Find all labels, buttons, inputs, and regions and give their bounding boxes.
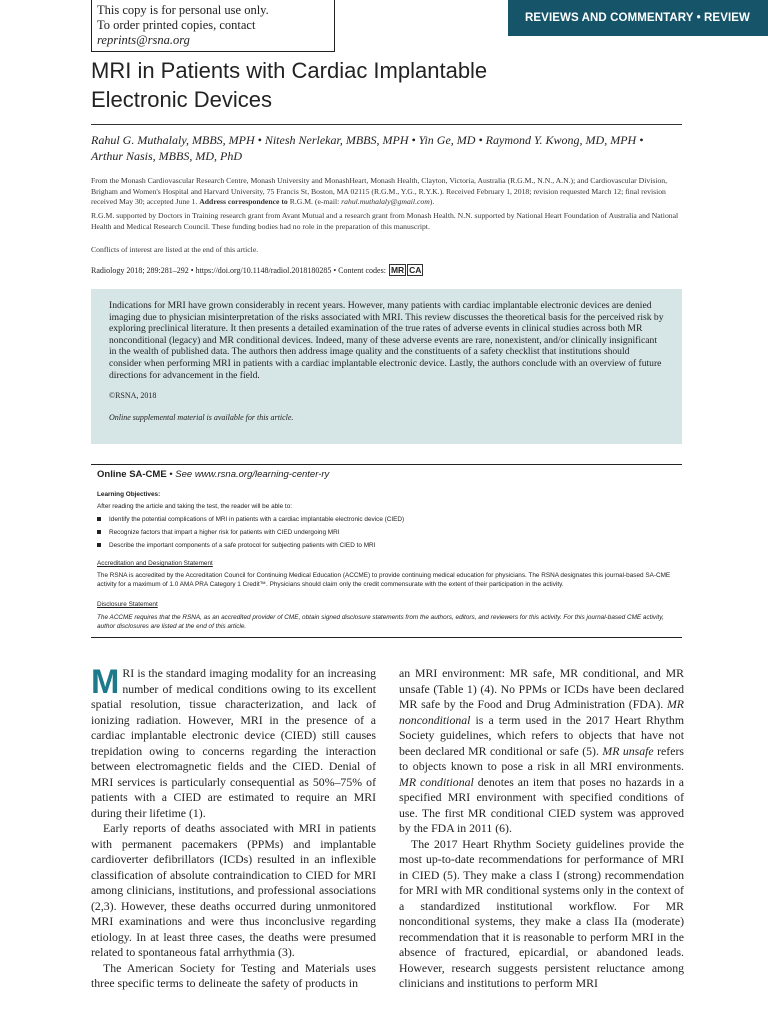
accreditation-label [97, 559, 675, 568]
accreditation-text: The RSNA is accredited by the Accreditation Council for Continuing Medical Education (ACCME) to provide continuing medical education for physicians. The RSNA designates this journal-based SA-CME activity for a maximum of 1.0 AMA PRA Category 1 Credit™. Physicians should claim only the credit commensurate with the extent of their participation in the activity. [97, 572, 671, 588]
objective-text: Recognize factors that impart a higher risk for patients with CIED undergoing MRI [109, 529, 340, 536]
correspondence-label: Address correspondence to [199, 197, 288, 206]
objectives-label-text: Learning Objectives: [97, 491, 161, 498]
body-paragraph-1 [91, 663, 376, 821]
body-column-left [91, 663, 376, 992]
citation-line [91, 264, 686, 277]
body-paragraph-5: The 2017 Heart Rhythm Society guidelines provide the most up-to-date recommendations for performance of MRI in CIED (5). They make a class I (strong) recommendation for MRI with MR conditional systems only in the context of a standardized institutional workflow. For MR nonconditional systems, they make a class IIa (moderate) recommendation that it is reasonable to perform MRI in the absence of fractured, epicardial, or abandoned leads. However, research suggests persistent reluctance among clinicians and institutions to perform MRI [399, 836, 684, 990]
author-list [91, 132, 686, 164]
disclosure-label [97, 600, 675, 609]
objective-text: Identify the potential complications of MRI in patients with a cardiac implantable electronic device (CIED) [109, 516, 405, 523]
conflicts-note: Conflicts of interest are listed at the end of this article. [91, 245, 259, 254]
accreditation-label-text: Accreditation and Designation Statement [97, 560, 213, 567]
cme-heading-link[interactable]: • See www.rsna.org/learning-center-ry [166, 469, 330, 480]
objective-item [97, 541, 667, 550]
drop-cap: M [91, 663, 120, 701]
title-divider [91, 124, 682, 125]
article-title-line-1: MRI in Patients with Cardiac Implantable [91, 58, 488, 83]
objective-item [97, 515, 667, 524]
bullet-square-icon [97, 543, 101, 547]
body-paragraph-4-text-c: refers to objects known to pose a risk in all MRI environments. [399, 743, 684, 773]
personal-use-notice [91, 0, 335, 52]
bullet-square-icon [97, 530, 101, 534]
term-mr-nonconditional: MR nonconditional [399, 697, 684, 727]
section-header-bar [508, 0, 768, 36]
article-title-line-2: Electronic Devices [91, 87, 272, 112]
objective-item [97, 528, 667, 537]
body-paragraph-4-text-b: is a term used in the 2017 Heart Rhythm Society guidelines, which refers to objects that have not been declared MR conditional or safe (5). [399, 712, 684, 758]
term-mr-conditional: MR conditional [399, 774, 474, 789]
abstract-box [91, 289, 682, 444]
cme-heading [97, 469, 329, 480]
content-code-mr: MR [390, 265, 405, 275]
order-copies-line [97, 18, 329, 48]
body-paragraph-4-text-a: an MRI environment: MR safe, MR conditional, and MR unsafe (Table 1) (4). No PPMs or ICDs have been declared MR safe by the Food and Drug Administration (FDA). [399, 666, 684, 711]
supplemental-note: Online supplemental material is available for this article. [109, 413, 294, 423]
funding-text: R.G.M. supported by Doctors in Training research grant from Avant Mutual and a research grant from Monash Health. N.N. supported by National Heart Foundation of Australia and National Health and Medical Research Council. These funding bodies had no role in the preparation of this manuscript. [91, 211, 679, 231]
author-line-1: Rahul G. Muthalaly, MBBS, MPH • Nitesh Nerlekar, MBBS, MPH • Yin Ge, MD • Raymond Y. Kwong, MD, MPH • [91, 133, 644, 147]
objectives-intro: After reading the article and taking the test, the reader will be able to: [97, 503, 293, 510]
correspondence-email[interactable]: rahul.muthalaly@gmail.com [341, 197, 430, 206]
correspondence-text: R.G.M. (e-mail: [287, 197, 342, 206]
abstract-text: Indications for MRI have grown considerably in recent years. However, many patients with cardiac implantable electronic devices are denied imaging due to physician misinterpretation of the risks associated with MRI. This review discusses the theoretical basis for the perceived risk by exploring preclinical literature. It then presents a detailed examination of the true rates of adverse events in clinical studies across both MR nonconditional (legacy) and MR conditional devices. Indeed, many of these adverse events are rare, nonexistent, and/or clinically insignificant in the wealth of published data. The authors then address image quality and the constituents of a safety checklist that institutions should consider when performing MRI in patients with a cardiac implantable electronic device. Lastly, the authors conclude with an overview of future directions for advancement in the field. [109, 300, 664, 381]
body-paragraph-1-text: RI is the standard imaging modality for an increasing number of medical conditions owing to its excellent spatial resolution, tissue characterization, and lack of ionizing radiation. However, MRI in the presence of a cardiac implantable electronic device (CIED) still causes trepidation owing to concerns regarding the interaction between electromagnetic fields and the CIED. Denial of MRI services is particularly consequential as 50%–75% of patients with a CIED are estimated to require an MRI during their lifetime (1). [91, 666, 376, 820]
body-paragraph-2: Early reports of deaths associated with MRI in patients with permanent pacemakers (PPMs) and implantable cardioverter defibrillators (ICDs) resulted in an inflexible classification of absolute contraindication to CIED for MRI among clinicians, institutions, and professional associations (2,3). However, these deaths occurred during unmonitored MRI examinations and were thus inconclusive regarding etiology. In at least three cases, the deaths were presumed related to spontaneous fatal arrhythmia (3). [91, 821, 376, 959]
disclosure-text: The ACCME requires that the RSNA, as an accredited provider of CME, obtain signed disclosure statements from the authors, editors, and reviewers for this activity. For this journal-based CME activity, author disclosures are listed at the end of this article. [97, 614, 664, 630]
body-paragraph-4-text-d: denotes an item that poses no hazards in a specified MRI environment with specified conditions of use. The first MR conditional CIED system was approved by the FDA in 2011 (6). [399, 774, 684, 835]
author-line-2: Arthur Nasis, MBBS, MD, PhD [91, 149, 242, 163]
objective-text: Describe the important components of a safe protocol for subjecting patients with CIED to MRI [109, 542, 376, 549]
affiliation-body: From the Monash Cardiovascular Research Centre, Monash University and MonashHeart, Monash Health, Clayton, Victoria, Australia (R.G.M., N.N., A.N.); and Cardiovascular Division, Brigham and Women's Hospital and Harvard University, 75 Francis St, Boston, MA 02115 (R.G.M., Y.G., R.Y.K.). Received February 1, 2018; revision requested March 12; final revision received May 30; accepted June 1. [91, 176, 668, 206]
term-mr-unsafe: MR unsafe [602, 743, 654, 758]
objectives-label [97, 490, 675, 499]
body-paragraph-3: The American Society for Testing and Materials uses three specific terms to delineate the safety of products in [91, 960, 376, 990]
bullet-square-icon [97, 517, 101, 521]
citation-text: Radiology 2018; 289:281–292 • https://doi.org/10.1148/radiol.2018180285 • Content codes: [91, 266, 386, 275]
affiliation-text [91, 176, 686, 208]
correspondence-end: ). [429, 197, 435, 206]
cme-heading-label: Online SA-CME [97, 469, 167, 480]
abstract-copyright: ©RSNA, 2018 [109, 391, 157, 401]
personal-use-line: This copy is for personal use only. [97, 3, 269, 17]
section-header-label: REVIEWS AND COMMENTARY • REVIEW [525, 12, 750, 24]
disclosure-label-text: Disclosure Statement [97, 601, 158, 608]
cme-box [91, 464, 682, 638]
body-column-right [399, 666, 684, 992]
content-code-ca: CA [409, 265, 422, 275]
body-paragraph-4 [399, 666, 684, 837]
order-copies-text: To order printed copies, contact [97, 18, 256, 32]
article-title [91, 56, 691, 114]
reprints-email-link[interactable]: reprints@rsna.org [97, 33, 190, 47]
